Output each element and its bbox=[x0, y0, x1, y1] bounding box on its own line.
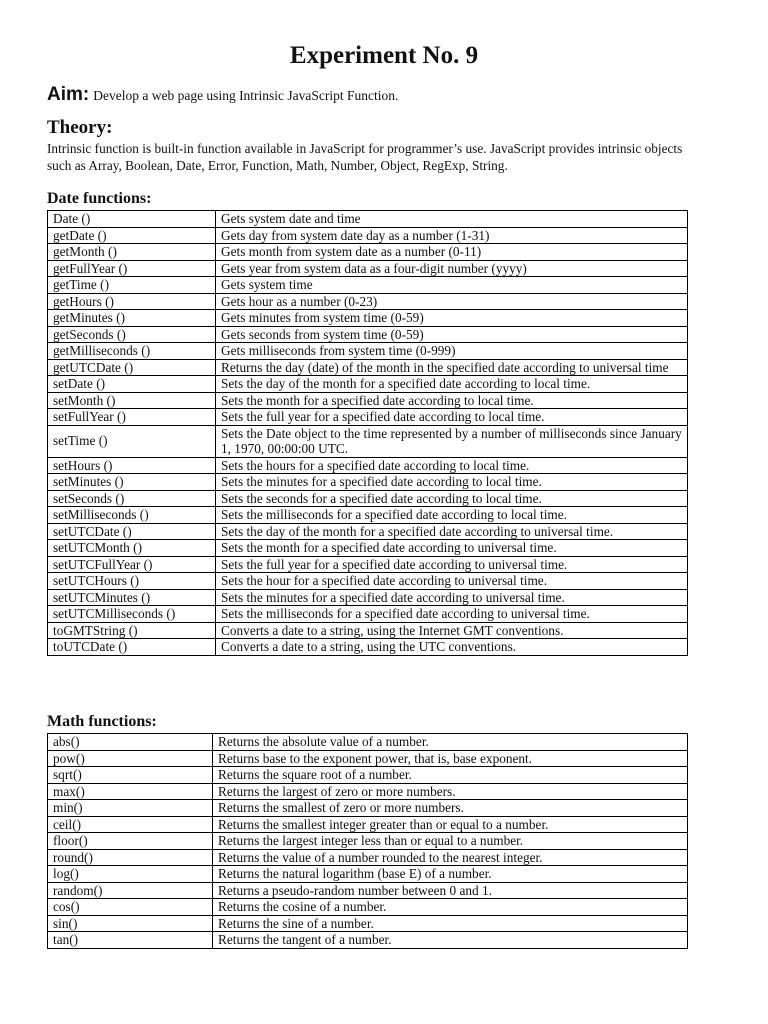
date-function-description: Gets day from system date day as a number (1-31) bbox=[216, 227, 688, 244]
date-function-name: getFullYear () bbox=[48, 260, 216, 277]
table-row bbox=[48, 833, 688, 850]
date-function-description: Returns the day (date) of the month in the specified date according to universal time bbox=[216, 359, 688, 376]
date-function-description: Gets month from system date as a number (0-11) bbox=[216, 244, 688, 261]
date-function-description: Converts a date to a string, using the Internet GMT conventions. bbox=[216, 622, 688, 639]
date-function-description: Gets system date and time bbox=[216, 211, 688, 228]
math-function-description: Returns the value of a number rounded to the nearest integer. bbox=[213, 849, 688, 866]
math-function-description: Returns the cosine of a number. bbox=[213, 899, 688, 916]
math-function-description: Returns the smallest integer greater than or equal to a number. bbox=[213, 816, 688, 833]
date-function-name: getMinutes () bbox=[48, 310, 216, 327]
date-function-description: Gets minutes from system time (0-59) bbox=[216, 310, 688, 327]
math-function-name: sin() bbox=[48, 915, 213, 932]
math-function-description: Returns the absolute value of a number. bbox=[213, 734, 688, 751]
table-row bbox=[48, 639, 688, 656]
date-function-name: setFullYear () bbox=[48, 409, 216, 426]
date-function-name: toUTCDate () bbox=[48, 639, 216, 656]
date-function-name: setTime () bbox=[48, 425, 216, 457]
date-function-description: Sets the milliseconds for a specified date according to local time. bbox=[216, 507, 688, 524]
table-row bbox=[48, 310, 688, 327]
date-function-description: Sets the day of the month for a specified date according to local time. bbox=[216, 376, 688, 393]
table-row bbox=[48, 523, 688, 540]
date-function-description: Sets the seconds for a specified date according to local time. bbox=[216, 490, 688, 507]
date-function-name: setMilliseconds () bbox=[48, 507, 216, 524]
date-function-name: setUTCDate () bbox=[48, 523, 216, 540]
date-function-name: setSeconds () bbox=[48, 490, 216, 507]
table-row bbox=[48, 326, 688, 343]
table-row bbox=[48, 800, 688, 817]
math-function-name: round() bbox=[48, 849, 213, 866]
aim-label: Aim: bbox=[47, 84, 90, 105]
date-function-name: getSeconds () bbox=[48, 326, 216, 343]
table-row bbox=[48, 882, 688, 899]
table-row bbox=[48, 457, 688, 474]
date-function-description: Gets system time bbox=[216, 277, 688, 294]
table-row bbox=[48, 915, 688, 932]
table-row bbox=[48, 866, 688, 883]
date-function-description: Sets the day of the month for a specified date according to universal time. bbox=[216, 523, 688, 540]
date-function-name: getHours () bbox=[48, 293, 216, 310]
date-function-name: getMonth () bbox=[48, 244, 216, 261]
math-function-description: Returns the tangent of a number. bbox=[213, 932, 688, 949]
math-function-name: max() bbox=[48, 783, 213, 800]
table-row bbox=[48, 474, 688, 491]
table-row bbox=[48, 376, 688, 393]
date-function-description: Gets milliseconds from system time (0-999) bbox=[216, 343, 688, 360]
date-function-name: setUTCMilliseconds () bbox=[48, 606, 216, 623]
table-row bbox=[48, 783, 688, 800]
date-function-description: Sets the month for a specified date according to universal time. bbox=[216, 540, 688, 557]
page-title: Experiment No. 9 bbox=[289, 42, 479, 69]
math-function-description: Returns the sine of a number. bbox=[213, 915, 688, 932]
table-row bbox=[48, 260, 688, 277]
table-row bbox=[48, 392, 688, 409]
table-row bbox=[48, 589, 688, 606]
math-function-description: Returns a pseudo-random number between 0 and 1. bbox=[213, 882, 688, 899]
date-function-description: Sets the hour for a specified date according to universal time. bbox=[216, 573, 688, 590]
date-function-description: Sets the hours for a specified date according to local time. bbox=[216, 457, 688, 474]
table-row bbox=[48, 899, 688, 916]
table-row bbox=[48, 734, 688, 751]
math-functions-heading: Math functions: bbox=[47, 713, 157, 730]
math-function-name: abs() bbox=[48, 734, 213, 751]
date-functions-table bbox=[47, 210, 688, 656]
table-row bbox=[48, 244, 688, 261]
date-function-name: setUTCMonth () bbox=[48, 540, 216, 557]
date-function-name: setHours () bbox=[48, 457, 216, 474]
math-function-name: random() bbox=[48, 882, 213, 899]
table-row bbox=[48, 490, 688, 507]
math-function-description: Returns the natural logarithm (base E) of a number. bbox=[213, 866, 688, 883]
table-row bbox=[48, 227, 688, 244]
date-function-description: Sets the full year for a specified date according to universal time. bbox=[216, 556, 688, 573]
table-row bbox=[48, 622, 688, 639]
date-function-name: setUTCFullYear () bbox=[48, 556, 216, 573]
date-function-description: Sets the month for a specified date according to local time. bbox=[216, 392, 688, 409]
table-row bbox=[48, 816, 688, 833]
date-function-name: setUTCHours () bbox=[48, 573, 216, 590]
table-row bbox=[48, 606, 688, 623]
date-function-name: getDate () bbox=[48, 227, 216, 244]
math-function-description: Returns base to the exponent power, that is, base exponent. bbox=[213, 750, 688, 767]
table-row bbox=[48, 293, 688, 310]
table-row bbox=[48, 767, 688, 784]
table-row bbox=[48, 932, 688, 949]
date-function-description: Gets year from system data as a four-digit number (yyyy) bbox=[216, 260, 688, 277]
date-function-name: setMonth () bbox=[48, 392, 216, 409]
date-function-name: setMinutes () bbox=[48, 474, 216, 491]
math-function-description: Returns the smallest of zero or more numbers. bbox=[213, 800, 688, 817]
math-function-name: tan() bbox=[48, 932, 213, 949]
table-row bbox=[48, 425, 688, 457]
table-row bbox=[48, 540, 688, 557]
date-function-name: getUTCDate () bbox=[48, 359, 216, 376]
table-row bbox=[48, 409, 688, 426]
date-function-name: setDate () bbox=[48, 376, 216, 393]
theory-paragraph: Intrinsic function is built-in function available in JavaScript for programmer’s use. JavaScript provides intrinsic objects such as Array, Boolean, Date, Error, Function, Math, Number, Object, RegExp, String. bbox=[47, 141, 683, 173]
math-function-name: floor() bbox=[48, 833, 213, 850]
math-functions-table bbox=[47, 733, 688, 949]
table-row bbox=[48, 211, 688, 228]
math-function-description: Returns the largest of zero or more numbers. bbox=[213, 783, 688, 800]
math-function-name: pow() bbox=[48, 750, 213, 767]
date-function-description: Sets the minutes for a specified date according to local time. bbox=[216, 474, 688, 491]
math-function-name: sqrt() bbox=[48, 767, 213, 784]
date-function-name: toGMTString () bbox=[48, 622, 216, 639]
math-function-name: log() bbox=[48, 866, 213, 883]
math-function-description: Returns the square root of a number. bbox=[213, 767, 688, 784]
table-row bbox=[48, 343, 688, 360]
date-function-description: Gets seconds from system time (0-59) bbox=[216, 326, 688, 343]
table-row bbox=[48, 507, 688, 524]
table-row bbox=[48, 849, 688, 866]
date-function-name: setUTCMinutes () bbox=[48, 589, 216, 606]
table-row bbox=[48, 277, 688, 294]
table-row bbox=[48, 359, 688, 376]
date-function-description: Sets the milliseconds for a specified date according to universal time. bbox=[216, 606, 688, 623]
date-function-name: Date () bbox=[48, 211, 216, 228]
table-row bbox=[48, 573, 688, 590]
math-function-description: Returns the largest integer less than or equal to a number. bbox=[213, 833, 688, 850]
date-function-description: Gets hour as a number (0-23) bbox=[216, 293, 688, 310]
table-row bbox=[48, 556, 688, 573]
aim-text: Develop a web page using Intrinsic JavaScript Function. bbox=[93, 88, 399, 103]
math-function-name: min() bbox=[48, 800, 213, 817]
date-function-description: Converts a date to a string, using the UTC conventions. bbox=[216, 639, 688, 656]
theory-heading: Theory: bbox=[47, 117, 113, 138]
date-function-description: Sets the Date object to the time represented by a number of milliseconds since January 1, 1970, 00:00:00 UTC. bbox=[216, 425, 688, 457]
math-function-name: cos() bbox=[48, 899, 213, 916]
math-function-name: ceil() bbox=[48, 816, 213, 833]
date-function-name: getMilliseconds () bbox=[48, 343, 216, 360]
date-functions-heading: Date functions: bbox=[47, 190, 152, 207]
table-row bbox=[48, 750, 688, 767]
date-function-description: Sets the full year for a specified date according to local time. bbox=[216, 409, 688, 426]
aim-line bbox=[47, 84, 398, 106]
date-function-description: Sets the minutes for a specified date according to universal time. bbox=[216, 589, 688, 606]
date-function-name: getTime () bbox=[48, 277, 216, 294]
